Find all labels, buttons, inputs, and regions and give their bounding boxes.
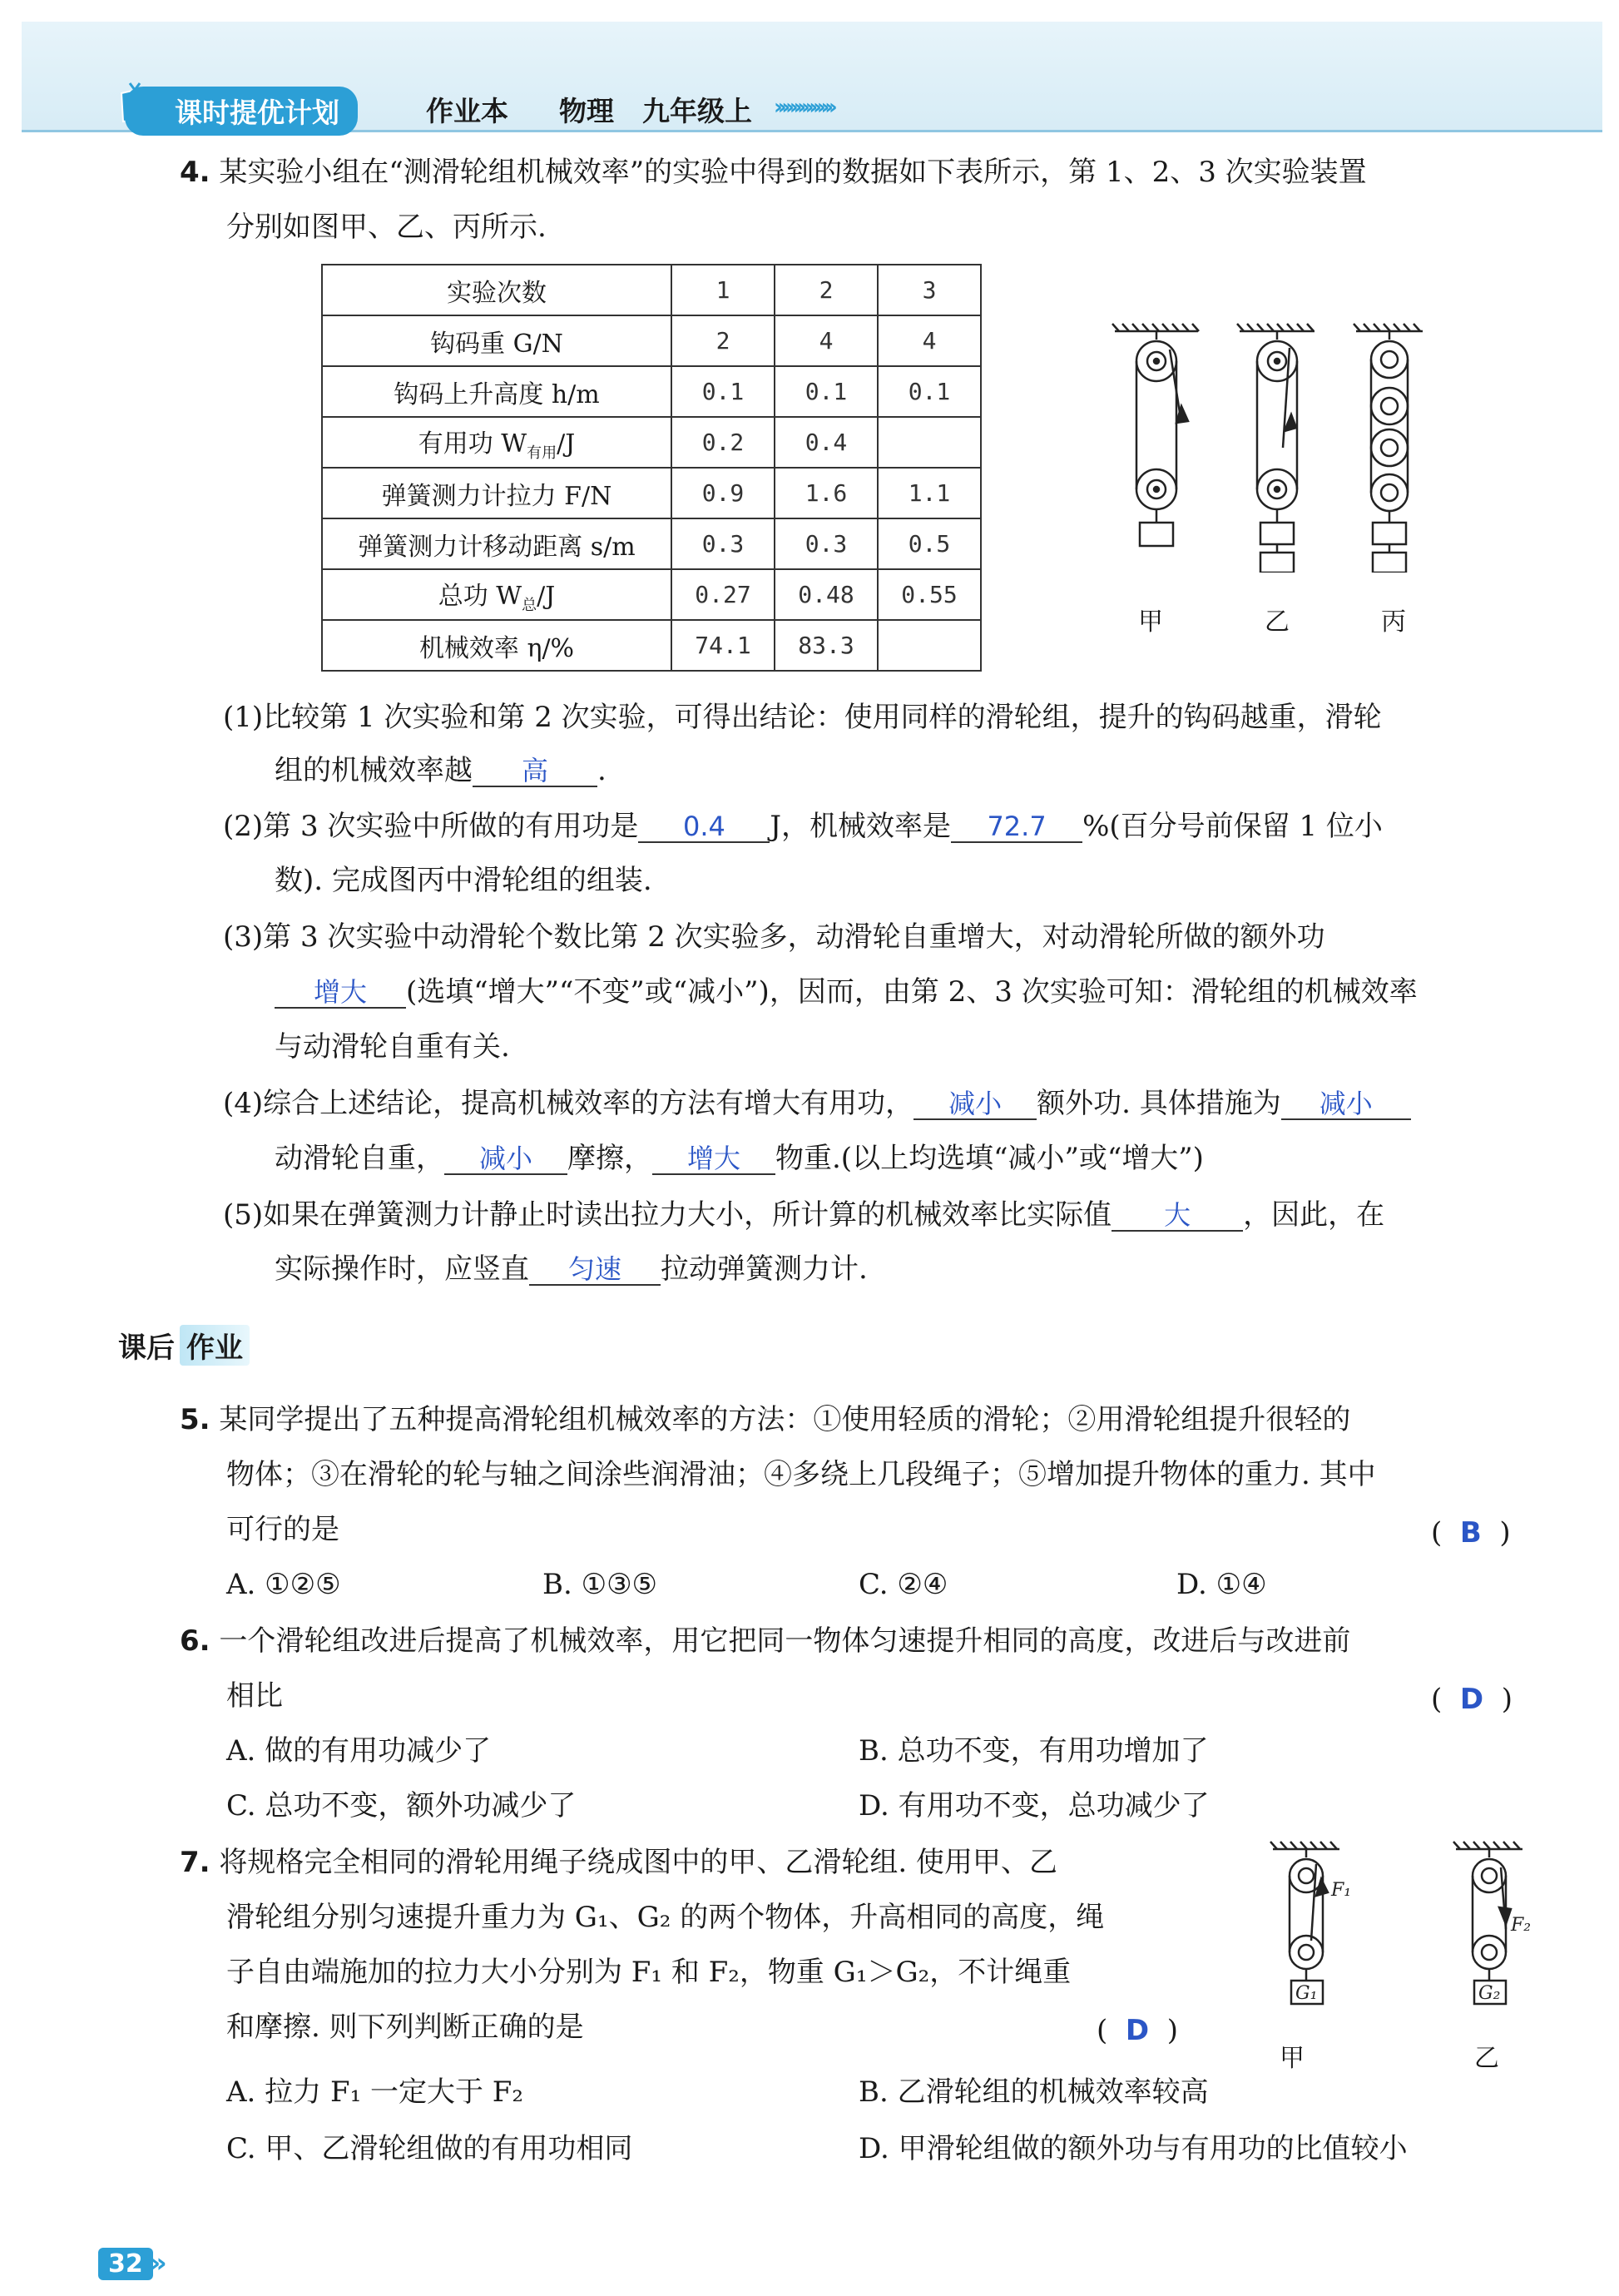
q5-line1: 5. 某同学提出了五种提高滑轮组机械效率的方法：①使用轻质的滑轮；②用滑轮组提升很轻的 xyxy=(180,1403,1351,1436)
q4-part1-answer: 高 xyxy=(473,754,597,787)
table-row-label: 钩码上升高度 h/m xyxy=(322,366,671,417)
table-row-label: 机械效率 η/% xyxy=(322,620,671,671)
table-cell: 0.1 xyxy=(775,366,878,417)
q7-f2-label: F₂ xyxy=(1511,1915,1532,1936)
q7-fig-label-yi: 乙 xyxy=(1474,2044,1499,2073)
q5-option-c: C. ②④ xyxy=(859,1568,948,1601)
page-number: 32 xyxy=(98,2248,153,2280)
table-row-label: 有用功 $W_{有用}/J$ xyxy=(322,417,671,468)
fig-label-bing: 丙 xyxy=(1381,607,1406,637)
table-cell: 3 xyxy=(878,265,981,315)
q4-part4-line2: 动滑轮自重， 减小 摩擦， 增大 物重.(以上均选填“减小”或“增大”) xyxy=(275,1142,1204,1175)
q4-part4-answer1: 减小 xyxy=(913,1087,1037,1120)
q4-part1-line2: 组的机械效率越 高 . xyxy=(275,754,607,787)
q7-option-d: D. 甲滑轮组做的额外功与有用功的比值较小 xyxy=(859,2132,1408,2165)
q7-answer-bracket: ( D ) xyxy=(1097,2014,1179,2047)
q6-line2: 相比 xyxy=(226,1679,283,1713)
section-title: 课后 作业 xyxy=(118,1325,250,1366)
brand-title: 课时提优计划 xyxy=(125,87,358,136)
q7-option-c: C. 甲、乙滑轮组做的有用功相同 xyxy=(226,2132,633,2165)
table-row-label: 弹簧测力计拉力 F/N xyxy=(322,468,671,518)
q5-option-b: B. ①③⑤ xyxy=(542,1568,658,1601)
q7-f1-label: F₁ xyxy=(1331,1880,1352,1901)
q4-part5-answer1: 大 xyxy=(1112,1198,1243,1232)
q6-option-b: B. 总功不变，有用功增加了 xyxy=(859,1734,1209,1768)
q4-stem-line2: 分别如图甲、乙、丙所示. xyxy=(226,211,547,244)
page-number-chevron-icon: » xyxy=(150,2247,167,2279)
q7-g2-label: G₂ xyxy=(1478,1983,1501,2004)
q4-part5-line2: 实际操作时，应竖直 匀速 拉动弹簧测力计. xyxy=(275,1252,868,1286)
table-cell: 1 xyxy=(671,265,775,315)
q4-part4-answer4: 增大 xyxy=(652,1142,775,1175)
q7-fig-label-jia: 甲 xyxy=(1280,2044,1305,2073)
pulley-yi xyxy=(1237,324,1315,573)
table-row xyxy=(322,265,981,315)
table-row-label: 弹簧测力计移动距离 s/m xyxy=(322,518,671,569)
q4-part4-answer2: 减小 xyxy=(1281,1087,1411,1120)
table-row-label: 总功 $W_总/J$ xyxy=(322,569,671,620)
table-cell: 4 xyxy=(775,315,878,366)
table-cell: 1.1 xyxy=(878,468,981,518)
subject-label: 物理 xyxy=(559,95,614,127)
q5-answer-bracket: ( B ) xyxy=(1431,1516,1511,1550)
book-label: 作业本 xyxy=(426,95,508,127)
fig-label-yi: 乙 xyxy=(1265,607,1290,637)
q4-part2-line2: 数). 完成图丙中滑轮组的组装. xyxy=(275,864,652,897)
table-row-label: 实验次数 xyxy=(322,265,671,315)
table-cell: 0.48 xyxy=(775,569,878,620)
q5-line3: 可行的是 xyxy=(226,1513,339,1546)
q4-part4-line1: (4)综合上述结论，提高机械效率的方法有增大有用功， 减小 额外功. 具体措施为 减小 xyxy=(223,1087,1411,1120)
q7-line4: 和摩擦. 则下列判断正确的是 xyxy=(226,2011,584,2044)
table-cell: 0.27 xyxy=(671,569,775,620)
table-cell: 0.5 xyxy=(878,518,981,569)
q4-part2-answer1: 0.4 xyxy=(638,810,770,843)
table-cell: 2 xyxy=(775,265,878,315)
q4-part3-line3: 与动滑轮自重有关. xyxy=(275,1030,510,1064)
q7-option-b: B. 乙滑轮组的机械效率较高 xyxy=(859,2075,1209,2109)
chevrons-decoration: ››››››››››››››› xyxy=(774,95,833,120)
q7-line3: 子自由端施加的拉力大小分别为 F₁ 和 F₂，物重 G₁＞G₂，不计绳重 xyxy=(226,1956,1072,1989)
table-row xyxy=(322,518,981,569)
table-row xyxy=(322,569,981,620)
table-row xyxy=(322,315,981,366)
table-cell: 0.55 xyxy=(878,569,981,620)
q4-part3-line2: 增大 (选填“增大”“不变”或“减小”)，因而，由第 2、3 次实验可知：滑轮组的机械效率 xyxy=(275,975,1418,1009)
q6-option-d: D. 有用功不变，总功减少了 xyxy=(859,1789,1210,1822)
table-cell: 0.2 xyxy=(671,417,775,468)
q7-pulley-jia xyxy=(1270,1842,1339,2004)
table-cell: 0.1 xyxy=(671,366,775,417)
q4-part4-answer3: 减小 xyxy=(444,1142,567,1175)
table-row-label: 钩码重 G/N xyxy=(322,315,671,366)
table-row xyxy=(322,468,981,518)
q6-option-c: C. 总功不变，额外功减少了 xyxy=(226,1789,577,1822)
q6-line1: 6. 一个滑轮组改进后提高了机械效率，用它把同一物体匀速提升相同的高度，改进后与改进前 xyxy=(180,1624,1351,1658)
q5-line2: 物体；③在滑轮的轮与轴之间涂些润滑油；④多绕上几段绳子；⑤增加提升物体的重力. 其中 xyxy=(226,1458,1376,1491)
pulley-bing xyxy=(1354,324,1423,573)
q4-part5-line1: (5)如果在弹簧测力计静止时读出拉力大小，所计算的机械效率比实际值 大 ，因此，在 xyxy=(223,1198,1385,1232)
pulley-jia xyxy=(1112,324,1199,546)
q6-answer-bracket: ( D ) xyxy=(1431,1683,1513,1716)
table-cell: 74.1 xyxy=(671,620,775,671)
table-cell xyxy=(878,417,981,468)
q4-part3-answer: 增大 xyxy=(275,975,406,1009)
q7-line1: 7. 将规格完全相同的滑轮用绳子绕成图中的甲、乙滑轮组. 使用甲、乙 xyxy=(180,1846,1058,1879)
q4-pulley-figures xyxy=(1090,323,1448,573)
q4-stem-line1: 4. 某实验小组在“测滑轮组机械效率”的实验中得到的数据如下表所示，第 1、2、3 次实验装置 xyxy=(180,156,1367,189)
grade-label: 九年级上 xyxy=(642,95,752,127)
q4-part1-line1: (1)比较第 1 次实验和第 2 次实验，可得出结论：使用同样的滑轮组，提升的钩码越重，滑轮 xyxy=(223,701,1382,734)
table-cell: 83.3 xyxy=(775,620,878,671)
q4-part2-answer2: 72.7 xyxy=(951,810,1082,843)
table-cell: 1.6 xyxy=(775,468,878,518)
fig-label-jia: 甲 xyxy=(1138,607,1163,637)
table-cell: 0.3 xyxy=(671,518,775,569)
q4-part2-line1: (2)第 3 次实验中所做的有用功是 0.4 J，机械效率是 72.7 %(百分号前保留 1 位小 xyxy=(223,810,1383,843)
table-cell: 0.9 xyxy=(671,468,775,518)
table-cell: 0.3 xyxy=(775,518,878,569)
q7-pulley-figures xyxy=(1256,1837,1539,2046)
q7-g1-label: G₁ xyxy=(1295,1983,1318,2004)
q5-option-d: D. ①④ xyxy=(1176,1568,1267,1601)
experiment-table xyxy=(321,264,982,672)
table-cell xyxy=(878,620,981,671)
q6-option-a: A. 做的有用功减少了 xyxy=(226,1734,492,1768)
table-row xyxy=(322,366,981,417)
q7-option-a: A. 拉力 F₁ 一定大于 F₂ xyxy=(226,2075,524,2109)
table-cell: 0.1 xyxy=(878,366,981,417)
q4-part3-line1: (3)第 3 次实验中动滑轮个数比第 2 次实验多，动滑轮自重增大，对动滑轮所做的额外功 xyxy=(223,920,1325,954)
table-row xyxy=(322,417,981,468)
table-cell: 4 xyxy=(878,315,981,366)
table-row xyxy=(322,620,981,671)
table-cell: 0.4 xyxy=(775,417,878,468)
table-cell: 2 xyxy=(671,315,775,366)
brand-logo xyxy=(125,87,358,136)
q7-line2: 滑轮组分别匀速提升重力为 G₁、G₂ 的两个物体，升高相同的高度，绳 xyxy=(226,1901,1105,1934)
q5-option-a: A. ①②⑤ xyxy=(226,1568,341,1601)
q4-part5-answer2: 匀速 xyxy=(529,1252,661,1286)
